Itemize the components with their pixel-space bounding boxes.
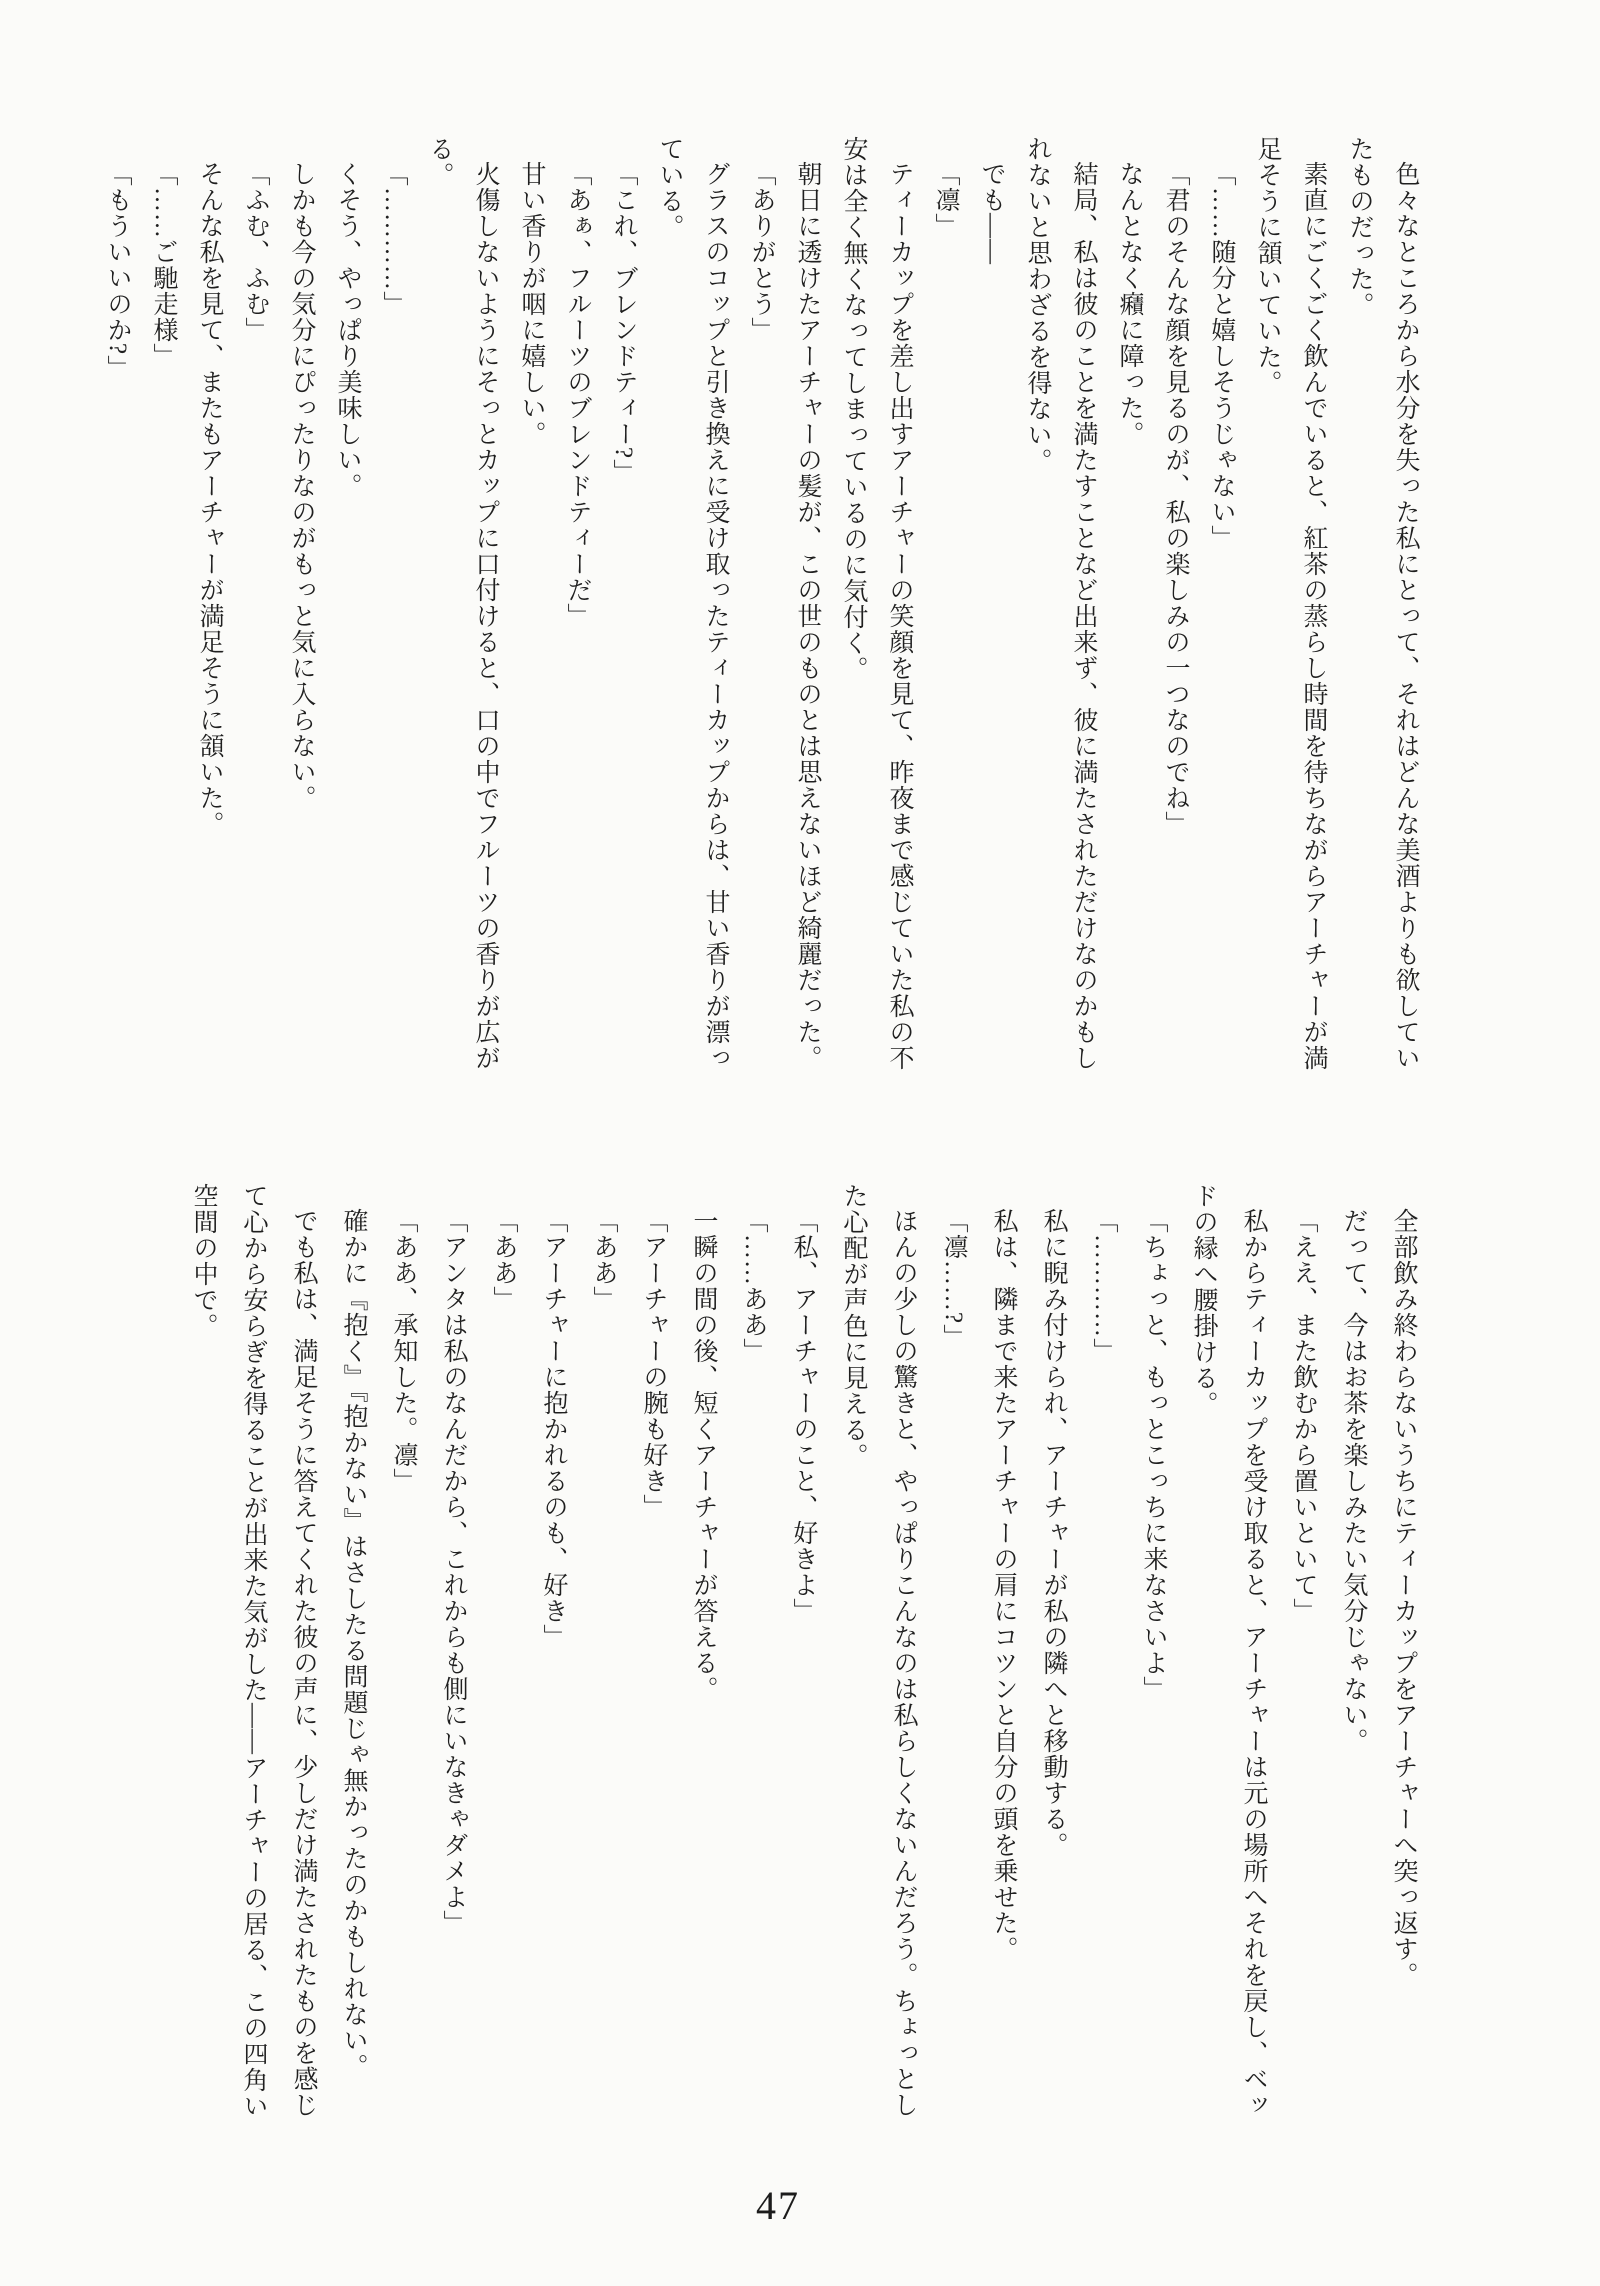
paragraph: 色々なところから水分を失った私にとって、それはどんな美酒よりも欲していたものだった。 xyxy=(1346,136,1419,1071)
bottom-text-block xyxy=(178,1183,1428,2129)
paragraph: ティーカップを差し出すアーチャーの笑顔を見て、昨夜まで感じていた私の不安は全く無くなってしまっているのに気付く。 xyxy=(840,136,913,1071)
paragraph: 「ちょっと、もっとこっちに来なさいよ」 xyxy=(1140,1208,1167,1702)
paragraph: 「君のそんな顔を見るのが、私の楽しみの一つなのでね」 xyxy=(1162,161,1189,837)
paragraph: 「ああ、承知した。凛」 xyxy=(390,1208,417,1494)
paragraph: 「これ、ブレンドティー?」 xyxy=(610,161,637,486)
paragraph: 「アンタは私のなんだから、これからも側にいなきゃダメよ」 xyxy=(440,1208,467,1936)
paragraph: 私に睨み付けられ、アーチャーが私の隣へと移動する。 xyxy=(1040,1208,1067,1858)
page-number: 47 xyxy=(756,2183,800,2228)
paragraph: 「……ご馳走様」 xyxy=(150,161,177,369)
top-text-block xyxy=(94,136,1428,1082)
paragraph: 一瞬の間の後、短くアーチャーが答える。 xyxy=(690,1208,717,1702)
paragraph: 「ええ、また飲むから置いといて」 xyxy=(1290,1208,1317,1624)
paragraph: 「アーチャーの腕も好き」 xyxy=(640,1208,667,1520)
paragraph: 確かに『抱く』『抱かない』はさしたる問題じゃ無かったのかもしれない。 xyxy=(340,1208,367,2080)
paragraph: 「ありがとう」 xyxy=(748,161,775,343)
paragraph: グラスのコップと引き換えに受け取ったティーカップからは、甘い香りが漂っている。 xyxy=(656,136,729,1071)
paragraph: くそう、やっぱり美味しい。 xyxy=(334,161,361,499)
paragraph: ほんの少しの驚きと、やっぱりこんなのは私らしくないんだろう。ちょっとした心配が声色に見える。 xyxy=(840,1183,917,2118)
paragraph: 「あぁ、フルーツのブレンドティーだ」 xyxy=(564,161,591,629)
paragraph: 火傷しないようにそっとカップに口付けると、口の中でフルーツの香りが広がる。 xyxy=(426,136,499,1071)
paragraph: 素直にごくごく飲んでいると、紅茶の蒸らし時間を待ちながらアーチャーが満足そうに頷いていた。 xyxy=(1254,136,1327,1071)
paragraph: 「…………」 xyxy=(1090,1208,1117,1364)
paragraph: 「ああ」 xyxy=(590,1208,617,1312)
paragraph: 「……随分と嬉しそうじゃない」 xyxy=(1208,161,1235,551)
paragraph: 私は、隣まで来たアーチャーの肩にコツンと自分の頭を乗せた。 xyxy=(990,1208,1017,1962)
paragraph: しかも今の気分にぴったりなのがもっと気に入らない。 xyxy=(288,161,315,811)
paragraph: 「私、アーチャーのこと、好きよ」 xyxy=(790,1208,817,1624)
paragraph: 「……ああ」 xyxy=(740,1208,767,1364)
paragraph: 「凛……?」 xyxy=(940,1208,967,1351)
paragraph: なんとなく癪に障った。 xyxy=(1116,161,1143,447)
paragraph: 「もういいのか?」 xyxy=(104,161,131,382)
paragraph: 結局、私は彼のことを満たすことなど出来ず、彼に満たされただけなのかもしれないと思わざるを得ない。 xyxy=(1024,136,1097,1071)
paragraph: 「…………」 xyxy=(380,161,407,317)
paragraph: 「ふむ、ふむ」 xyxy=(242,161,269,343)
paragraph: 甘い香りが咽に嬉しい。 xyxy=(518,161,545,447)
paragraph: 「アーチャーに抱かれるのも、好き」 xyxy=(540,1208,567,1650)
paragraph: 全部飲み終わらないうちにティーカップをアーチャーへ突っ返す。 xyxy=(1390,1208,1417,1988)
paragraph: そんな私を見て、またもアーチャーが満足そうに頷いた。 xyxy=(196,161,223,837)
paragraph: 私からティーカップを受け取ると、アーチャーは元の場所へそれを戻し、ベッドの縁へ腰掛ける。 xyxy=(1190,1183,1267,2118)
paragraph: 「凛」 xyxy=(932,161,959,239)
paragraph: だって、今はお茶を楽しみたい気分じゃない。 xyxy=(1340,1208,1367,1754)
paragraph: 朝日に透けたアーチャーの髪が、この世のものとは思えないほど綺麗だった。 xyxy=(794,161,821,1071)
paragraph: でも―― xyxy=(978,161,1005,265)
paragraph: でも私は、満足そうに答えてくれた彼の声に、少しだけ満たされたものを感じて心から安らぎを得ることが出来た気がした――アーチャーの居る、この四角い空間の中で。 xyxy=(190,1183,317,2119)
paragraph: 「ああ」 xyxy=(490,1208,517,1312)
